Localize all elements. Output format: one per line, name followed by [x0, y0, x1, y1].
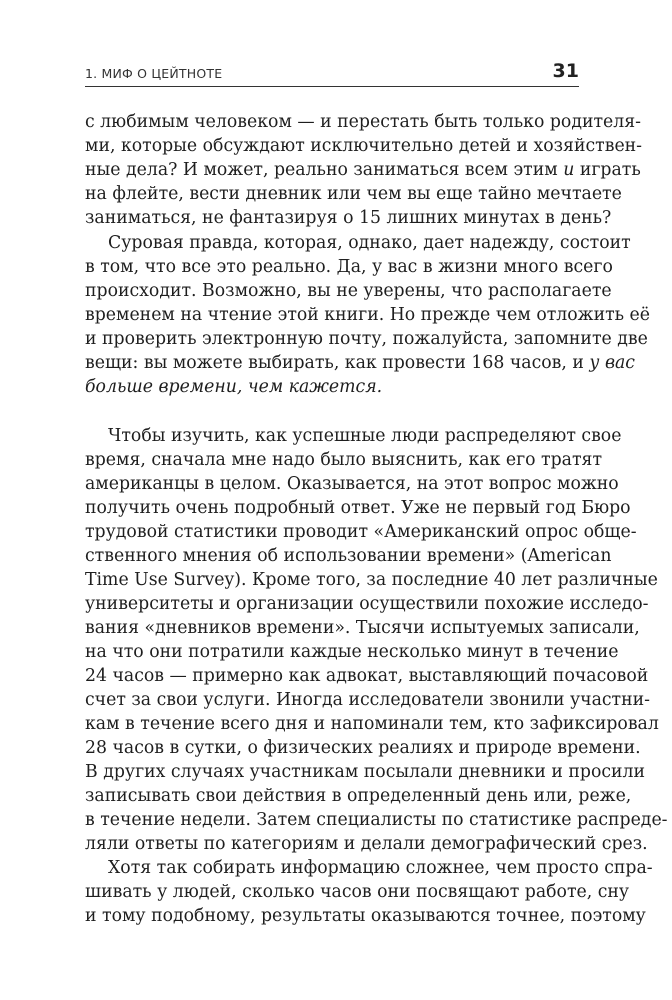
text-line: 28 часов в сутки, о физических реалиях и природе времени.	[85, 738, 641, 758]
text-run: играть	[579, 160, 641, 180]
text-line: Хотя так собирать информацию сложнее, чем просто спра-	[108, 858, 653, 878]
text-line: с любимым человеком — и перестать быть только родителя-	[85, 112, 642, 132]
text-line: 24 часов — примерно как адвокат, выставляющий почасовой	[85, 666, 649, 686]
text-line: записывать свои действия в определенный день или, реже,	[85, 786, 632, 806]
text-line: время, сначала мне надо было выяснить, как его тратят	[85, 450, 603, 470]
text-line	[85, 158, 641, 182]
emphasis-text: у вас	[589, 353, 635, 373]
text-line: ляли ответы по категориям и делали демографический срез.	[85, 834, 648, 854]
text-run: ные дела? И может, реально заниматься всем этим	[85, 160, 558, 180]
emphasis-text: больше времени, чем кажется.	[85, 377, 383, 397]
text-line: Суровая правда, которая, однако, дает надежду, состоит	[108, 233, 631, 253]
text-line: Time Use Survey). Кроме того, за последние 40 лет различные	[85, 570, 658, 590]
emphasis-text: и	[563, 160, 575, 180]
text-line: происходит. Возможно, вы не уверены, что располагаете	[85, 281, 612, 301]
text-run: вещи: вы можете выбирать, как провести 168 часов, и	[85, 353, 584, 373]
text-line: ми, которые обсуждают исключительно детей и хозяйствен-	[85, 136, 643, 156]
text-line: В других случаях участникам посылали дневники и просили	[85, 762, 646, 782]
text-line: университеты и организации осуществили похожие исследо-	[85, 594, 649, 614]
text-line: на что они потратили каждые несколько минут в течение	[85, 642, 619, 662]
text-line: кам в течение всего дня и напоминали тем, кто зафиксировал	[85, 714, 659, 734]
paragraph-1	[85, 110, 643, 230]
text-line: на флейте, вести дневник или чем вы еще тайно мечтаете	[85, 184, 622, 204]
text-line: и тому подобному, результаты оказываются точнее, поэтому	[85, 906, 646, 926]
text-line	[85, 375, 579, 399]
text-line: шивать у людей, сколько часов они посвящают работе, сну	[85, 882, 630, 902]
header-rule	[85, 86, 579, 87]
running-head	[85, 60, 579, 86]
page-number: 31	[552, 60, 579, 82]
paragraph-2	[85, 231, 650, 399]
text-line: в том, что все это реально. Да, у вас в жизни много всего	[85, 257, 613, 277]
text-line: счет за свои услуги. Иногда исследователи звонили участни-	[85, 690, 650, 710]
text-line	[85, 351, 635, 375]
text-line: трудовой статистики проводит «Американский опрос обще-	[85, 522, 637, 542]
text-line: и проверить электронную почту, пожалуйста, запомните две	[85, 329, 648, 349]
text-line: в течение недели. Затем специалисты по статистике распреде-	[85, 810, 668, 830]
text-line: ственного мнения об использовании времени» (American	[85, 546, 612, 566]
text-line: временем на чтение этой книги. Но прежде чем отложить её	[85, 305, 650, 325]
text-line: Чтобы изучить, как успешные люди распределяют свое	[108, 426, 622, 446]
paragraph-3	[85, 424, 668, 928]
text-line: американцы в целом. Оказывается, на этот вопрос можно	[85, 474, 619, 494]
chapter-title: 1. МИФ О ЦЕЙТНОТЕ	[85, 66, 223, 81]
text-line: вания «дневников времени». Тысячи испытуемых записали,	[85, 618, 640, 638]
text-line: получить очень подробный ответ. Уже не первый год Бюро	[85, 498, 631, 518]
text-line: заниматься, не фантазируя о 15 лишних минутах в день?	[85, 208, 612, 228]
